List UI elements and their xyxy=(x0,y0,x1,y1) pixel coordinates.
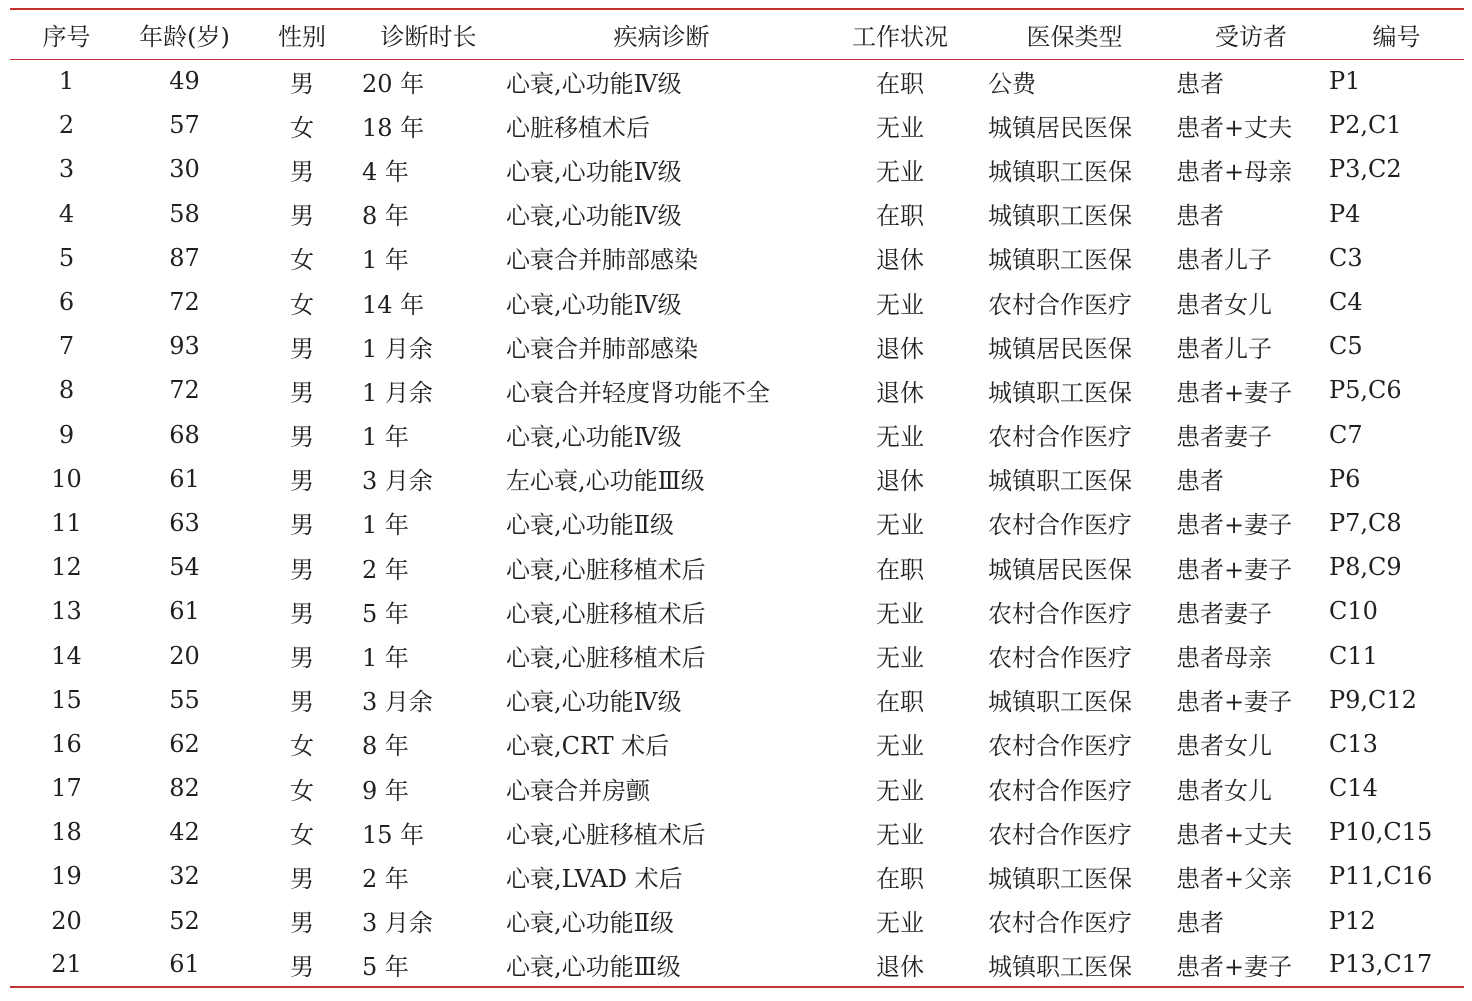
cell-index: 9 xyxy=(58,420,75,449)
cell-interviewee: 患者儿子 xyxy=(1176,246,1272,275)
cell-insurance: 城镇职工医保 xyxy=(988,246,1132,275)
cell-employment: 在职 xyxy=(876,555,924,584)
cell-insurance: 农村合作医疗 xyxy=(988,820,1132,849)
cell-insurance: 城镇居民医保 xyxy=(988,555,1132,584)
cell-index: 16 xyxy=(51,729,82,758)
cell-code: P4 xyxy=(1329,199,1361,228)
table-header xyxy=(10,9,1464,59)
cell-diagnosis: 心衰,心功能Ⅲ级 xyxy=(499,943,824,987)
cell-interviewee: 患者母亲 xyxy=(1176,644,1272,673)
cell-insurance: 农村合作医疗 xyxy=(988,776,1132,805)
cell-code: C11 xyxy=(1329,641,1378,670)
cell-insurance: 农村合作医疗 xyxy=(988,909,1132,938)
cell-duration: 1 年 xyxy=(362,644,409,673)
cell-diagnosis: 心衰,心脏移植术后 xyxy=(506,555,706,584)
table-row xyxy=(10,457,1464,501)
cell-sex: 女 xyxy=(290,246,314,275)
cell-interviewee: 患者+妻子 xyxy=(1176,378,1293,407)
cell-sex: 男 xyxy=(290,157,314,186)
cell-code: P13,C17 xyxy=(1329,943,1464,987)
cell-interviewee: 患者女儿 xyxy=(1176,290,1272,319)
cell-sex: 男 xyxy=(290,511,314,540)
cell-diagnosis: 心衰,CRT 术后 xyxy=(506,732,670,761)
cell-duration: 9 年 xyxy=(362,776,409,805)
cell-age: 30 xyxy=(169,155,200,184)
cell-diagnosis: 心衰合并肺部感染 xyxy=(506,334,698,363)
table-row xyxy=(10,236,1464,280)
cell-code: P5,C6 xyxy=(1329,376,1402,405)
cell-diagnosis: 心衰,心功能Ⅱ级 xyxy=(506,909,674,938)
table-row xyxy=(10,324,1464,368)
cell-index: 6 xyxy=(58,288,75,317)
cell-age: 57 xyxy=(169,111,200,140)
cell-diagnosis: 心脏移植术后 xyxy=(506,113,650,142)
cell-age: 63 xyxy=(169,508,200,537)
cell-index: 14 xyxy=(51,641,82,670)
cell-insurance: 城镇居民医保 xyxy=(988,334,1132,363)
table-row xyxy=(10,943,1464,987)
cell-code: P7,C8 xyxy=(1329,508,1402,537)
header-duration: 诊断时长 xyxy=(358,9,499,59)
cell-code: P10,C15 xyxy=(1329,818,1433,847)
header-sex: 性别 xyxy=(246,9,358,59)
cell-insurance: 农村合作医疗 xyxy=(988,290,1132,319)
cell-diagnosis: 心衰合并肺部感染 xyxy=(506,246,698,275)
cell-employment: 无业 xyxy=(876,157,924,186)
cell-interviewee: 患者 xyxy=(1176,467,1224,496)
cell-interviewee: 患者女儿 xyxy=(1176,732,1272,761)
table-row xyxy=(10,810,1464,854)
table-row xyxy=(10,192,1464,236)
cell-interviewee: 患者儿子 xyxy=(1176,334,1272,363)
cell-insurance: 城镇职工医保 xyxy=(988,864,1132,893)
cell-sex: 男 xyxy=(246,943,358,987)
cell-code: C3 xyxy=(1329,243,1363,272)
cell-sex: 女 xyxy=(290,776,314,805)
header-code: 编号 xyxy=(1329,9,1464,59)
table-row xyxy=(10,545,1464,589)
cell-diagnosis: 心衰,心功能Ⅳ级 xyxy=(506,69,682,98)
cell-interviewee: 患者+父亲 xyxy=(1176,864,1293,893)
header-diagnosis: 疾病诊断 xyxy=(499,9,824,59)
header-insurance: 医保类型 xyxy=(976,9,1173,59)
cell-index: 3 xyxy=(58,155,75,184)
cell-index: 2 xyxy=(58,111,75,140)
cell-duration: 2 年 xyxy=(362,555,409,584)
cell-code: P12 xyxy=(1329,906,1376,935)
cell-code: C4 xyxy=(1329,288,1363,317)
cell-index: 18 xyxy=(51,818,82,847)
cell-age: 20 xyxy=(169,641,200,670)
cell-duration: 4 年 xyxy=(362,157,409,186)
cell-index: 1 xyxy=(58,67,75,96)
cell-diagnosis: 心衰合并轻度肾功能不全 xyxy=(506,378,770,407)
cell-insurance: 城镇职工医保 xyxy=(988,157,1132,186)
cell-age: 54 xyxy=(169,553,200,582)
cell-diagnosis: 心衰合并房颤 xyxy=(506,776,650,805)
cell-interviewee: 患者女儿 xyxy=(1176,776,1272,805)
cell-index: 12 xyxy=(51,553,82,582)
cell-sex: 男 xyxy=(290,334,314,363)
cell-interviewee: 患者+妻子 xyxy=(1173,943,1329,987)
cell-sex: 男 xyxy=(290,909,314,938)
table-row xyxy=(10,899,1464,943)
cell-sex: 男 xyxy=(290,688,314,717)
cell-employment: 无业 xyxy=(876,423,924,452)
cell-code: P8,C9 xyxy=(1329,553,1402,582)
cell-interviewee: 患者+妻子 xyxy=(1176,511,1293,540)
cell-sex: 男 xyxy=(290,202,314,231)
cell-code: P9,C12 xyxy=(1329,685,1417,714)
cell-employment: 无业 xyxy=(876,776,924,805)
cell-diagnosis: 心衰,心功能Ⅳ级 xyxy=(506,290,682,319)
cell-diagnosis: 心衰,心功能Ⅳ级 xyxy=(506,423,682,452)
cell-index: 20 xyxy=(51,906,82,935)
header-interviewee: 受访者 xyxy=(1173,9,1329,59)
cell-sex: 男 xyxy=(290,599,314,628)
table-row xyxy=(10,147,1464,191)
cell-age: 87 xyxy=(169,243,200,272)
table-row xyxy=(10,633,1464,677)
cell-age: 52 xyxy=(169,906,200,935)
cell-employment: 无业 xyxy=(876,113,924,142)
cell-duration: 8 年 xyxy=(362,732,409,761)
table-row xyxy=(10,589,1464,633)
header-employment: 工作状况 xyxy=(824,9,976,59)
cell-code: C14 xyxy=(1329,774,1378,803)
cell-index: 21 xyxy=(10,943,123,987)
cell-age: 61 xyxy=(169,464,200,493)
cell-duration: 1 年 xyxy=(362,511,409,540)
cell-sex: 男 xyxy=(290,467,314,496)
cell-sex: 女 xyxy=(290,113,314,142)
table-body xyxy=(10,59,1464,987)
cell-duration: 5 年 xyxy=(362,599,409,628)
cell-diagnosis: 心衰,心脏移植术后 xyxy=(506,644,706,673)
cell-insurance: 农村合作医疗 xyxy=(988,423,1132,452)
cell-age: 61 xyxy=(169,597,200,626)
cell-duration: 1 月余 xyxy=(362,378,433,407)
cell-interviewee: 患者 xyxy=(1176,69,1224,98)
cell-sex: 男 xyxy=(290,864,314,893)
cell-index: 13 xyxy=(51,597,82,626)
cell-code: P1 xyxy=(1329,67,1361,96)
cell-duration: 5 年 xyxy=(358,943,499,987)
cell-age: 61 xyxy=(123,943,246,987)
table-row xyxy=(10,368,1464,412)
cell-employment: 无业 xyxy=(876,511,924,540)
cell-interviewee: 患者 xyxy=(1176,202,1224,231)
cell-employment: 在职 xyxy=(876,69,924,98)
cell-code: P11,C16 xyxy=(1329,862,1433,891)
header-age: 年龄(岁) xyxy=(123,9,246,59)
cell-sex: 男 xyxy=(290,69,314,98)
cell-insurance: 农村合作医疗 xyxy=(988,511,1132,540)
cell-sex: 男 xyxy=(290,644,314,673)
patient-table xyxy=(10,8,1464,988)
cell-insurance: 农村合作医疗 xyxy=(988,599,1132,628)
cell-insurance: 城镇职工医保 xyxy=(976,943,1173,987)
cell-duration: 15 年 xyxy=(362,820,425,849)
cell-employment: 无业 xyxy=(876,290,924,319)
cell-duration: 18 年 xyxy=(362,113,425,142)
cell-employment: 无业 xyxy=(876,820,924,849)
cell-insurance: 城镇职工医保 xyxy=(988,467,1132,496)
cell-interviewee: 患者+妻子 xyxy=(1176,555,1293,584)
cell-age: 32 xyxy=(169,862,200,891)
cell-diagnosis: 心衰,心功能Ⅳ级 xyxy=(506,202,682,231)
cell-insurance: 城镇职工医保 xyxy=(988,202,1132,231)
cell-duration: 14 年 xyxy=(362,290,425,319)
cell-age: 58 xyxy=(169,199,200,228)
cell-interviewee: 患者妻子 xyxy=(1176,599,1272,628)
cell-sex: 男 xyxy=(290,555,314,584)
cell-employment: 在职 xyxy=(876,688,924,717)
cell-insurance: 城镇职工医保 xyxy=(988,688,1132,717)
cell-employment: 无业 xyxy=(876,644,924,673)
cell-employment: 退休 xyxy=(876,467,924,496)
cell-sex: 女 xyxy=(290,820,314,849)
cell-duration: 1 月余 xyxy=(362,334,433,363)
cell-employment: 在职 xyxy=(876,202,924,231)
cell-interviewee: 患者+丈夫 xyxy=(1176,820,1293,849)
cell-duration: 20 年 xyxy=(362,69,425,98)
cell-diagnosis: 心衰,心脏移植术后 xyxy=(506,820,706,849)
cell-employment: 无业 xyxy=(876,909,924,938)
cell-age: 49 xyxy=(169,67,200,96)
cell-age: 42 xyxy=(169,818,200,847)
cell-employment: 退休 xyxy=(876,246,924,275)
cell-insurance: 农村合作医疗 xyxy=(988,644,1132,673)
cell-index: 11 xyxy=(51,508,82,537)
cell-duration: 3 月余 xyxy=(362,688,433,717)
cell-sex: 女 xyxy=(290,290,314,319)
header-row xyxy=(10,9,1464,59)
cell-index: 4 xyxy=(58,199,75,228)
cell-interviewee: 患者妻子 xyxy=(1176,423,1272,452)
cell-interviewee: 患者+母亲 xyxy=(1176,157,1293,186)
cell-diagnosis: 心衰,心功能Ⅱ级 xyxy=(506,511,674,540)
cell-employment: 退休 xyxy=(876,334,924,363)
cell-interviewee: 患者+丈夫 xyxy=(1176,113,1293,142)
cell-diagnosis: 心衰,LVAD 术后 xyxy=(506,864,683,893)
cell-diagnosis: 心衰,心脏移植术后 xyxy=(506,599,706,628)
cell-sex: 男 xyxy=(290,378,314,407)
cell-employment: 退休 xyxy=(824,943,976,987)
cell-age: 93 xyxy=(169,332,200,361)
cell-sex: 女 xyxy=(290,732,314,761)
cell-index: 5 xyxy=(58,243,75,272)
table-row xyxy=(10,103,1464,147)
cell-duration: 3 月余 xyxy=(362,467,433,496)
cell-sex: 男 xyxy=(290,423,314,452)
cell-code: P2,C1 xyxy=(1329,111,1402,140)
cell-diagnosis: 左心衰,心功能Ⅲ级 xyxy=(506,467,705,496)
table-row xyxy=(10,413,1464,457)
cell-duration: 1 年 xyxy=(362,423,409,452)
cell-insurance: 城镇职工医保 xyxy=(988,378,1132,407)
table-row xyxy=(10,722,1464,766)
table-row xyxy=(10,280,1464,324)
cell-insurance: 农村合作医疗 xyxy=(988,732,1132,761)
cell-index: 17 xyxy=(51,774,82,803)
header-index: 序号 xyxy=(10,9,123,59)
patient-table-container xyxy=(10,8,1464,988)
cell-insurance: 公费 xyxy=(988,69,1036,98)
cell-age: 72 xyxy=(169,376,200,405)
cell-index: 10 xyxy=(51,464,82,493)
cell-code: P3,C2 xyxy=(1329,155,1402,184)
cell-index: 8 xyxy=(58,376,75,405)
cell-duration: 3 月余 xyxy=(362,909,433,938)
cell-index: 15 xyxy=(51,685,82,714)
table-row xyxy=(10,766,1464,810)
cell-duration: 2 年 xyxy=(362,864,409,893)
cell-age: 68 xyxy=(169,420,200,449)
table-row xyxy=(10,59,1464,103)
table-row xyxy=(10,854,1464,898)
cell-employment: 无业 xyxy=(876,732,924,761)
cell-age: 55 xyxy=(169,685,200,714)
cell-age: 82 xyxy=(169,774,200,803)
cell-diagnosis: 心衰,心功能Ⅳ级 xyxy=(506,157,682,186)
cell-employment: 退休 xyxy=(876,378,924,407)
cell-interviewee: 患者+妻子 xyxy=(1176,688,1293,717)
cell-index: 7 xyxy=(58,332,75,361)
cell-code: C7 xyxy=(1329,420,1363,449)
cell-diagnosis: 心衰,心功能Ⅳ级 xyxy=(506,688,682,717)
cell-duration: 8 年 xyxy=(362,202,409,231)
cell-employment: 在职 xyxy=(876,864,924,893)
cell-interviewee: 患者 xyxy=(1176,909,1224,938)
table-row xyxy=(10,501,1464,545)
table-row xyxy=(10,678,1464,722)
cell-index: 19 xyxy=(51,862,82,891)
cell-code: C13 xyxy=(1329,729,1378,758)
cell-employment: 无业 xyxy=(876,599,924,628)
cell-code: C10 xyxy=(1329,597,1378,626)
cell-duration: 1 年 xyxy=(362,246,409,275)
cell-age: 72 xyxy=(169,288,200,317)
cell-insurance: 城镇居民医保 xyxy=(988,113,1132,142)
cell-code: C5 xyxy=(1329,332,1363,361)
cell-code: P6 xyxy=(1329,464,1361,493)
cell-age: 62 xyxy=(169,729,200,758)
